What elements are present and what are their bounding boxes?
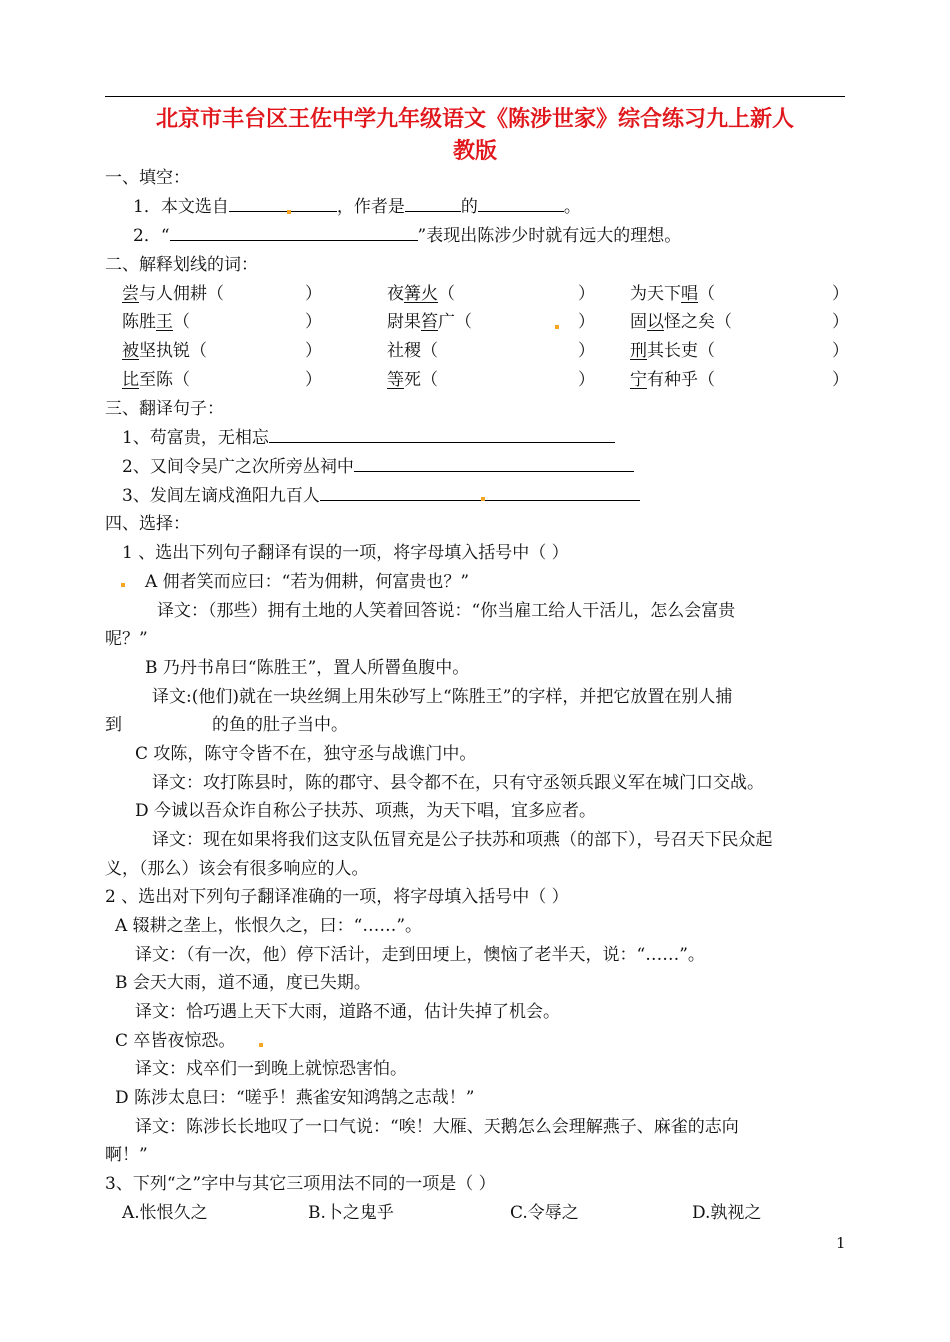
translate-item-2: 2、又间令吴广之次所旁丛祠中	[122, 455, 634, 479]
word-item	[630, 339, 715, 363]
q3-option-c: C.令辱之	[510, 1203, 579, 1223]
underlined-word: 篝火	[404, 284, 438, 304]
word-text: 有种乎（	[647, 370, 715, 390]
word-text: 至陈（	[139, 370, 190, 390]
word-item	[630, 282, 715, 306]
q1-option-b-translation-cont2: 的鱼的肚子当中。	[212, 715, 348, 735]
q1-option-a: A 佣者笑而应曰：“若为佣耕，何富贵也？”	[145, 572, 470, 592]
scan-mark	[481, 497, 485, 501]
scan-mark	[259, 1043, 263, 1047]
q1-option-b-translation-cont: 到	[105, 715, 122, 735]
page-title: 北京市丰台区王佐中学九年级语文《陈涉世家》综合练习九上新人	[155, 107, 794, 132]
answer-line[interactable]	[320, 484, 640, 501]
answer-paren-close: ）	[578, 312, 595, 332]
word-text: 死（	[404, 370, 438, 390]
underlined-word: 尝	[122, 284, 139, 304]
answer-blank[interactable]	[478, 195, 564, 212]
header-rule	[105, 96, 845, 97]
word-item	[122, 310, 190, 334]
answer-blank[interactable]	[405, 195, 461, 212]
answer-line[interactable]	[269, 426, 615, 443]
section-1-heading: 一、填空：	[105, 168, 190, 188]
underlined-word: 笞	[421, 312, 438, 332]
word-item	[122, 339, 207, 363]
scan-mark	[287, 210, 291, 214]
word-text: 与人佣耕（	[139, 284, 224, 304]
q1-option-c-translation: 译文：攻打陈县时，陈的郡守、县令都不在，只有守丞领兵跟义军在城门口交战。	[152, 773, 764, 793]
word-text: 坚执锐（	[139, 341, 207, 361]
underlined-word: 比	[122, 370, 139, 390]
q1-option-d-translation-cont: 义，（那么）该会有很多响应的人。	[105, 859, 369, 879]
answer-paren-close: ）	[305, 341, 322, 361]
answer-blank[interactable]	[229, 195, 337, 212]
q3-option-d: D.孰视之	[692, 1203, 762, 1223]
translate-item-3: 3、发闾左谪戍渔阳九百人	[122, 484, 640, 508]
underlined-word: 以	[647, 312, 664, 332]
word-text: 陈胜	[122, 312, 156, 332]
q2-option-d-translation-cont: 啊！”	[105, 1145, 148, 1165]
word-item	[387, 282, 455, 306]
word-text: 其长吏（	[647, 341, 715, 361]
q1-option-a-translation: 译文：（那些）拥有土地的人笑着回答说：“你当雇工给人干活儿，怎么会富贵	[157, 601, 736, 621]
choice-question-2: 2 、选出对下列句子翻译准确的一项，将字母填入括号中（ ）	[105, 887, 569, 907]
page-title-continued: 教版	[452, 139, 497, 164]
q1-option-b-translation: 译文:(他们)就在一块丝绸上用朱砂写上“陈胜王”的字样，并把它放置在别人捕	[152, 687, 733, 707]
q3-option-a: A.怅恨久之	[122, 1203, 208, 1223]
fill-question-1: 1．本文选自 ，作者是 的 。	[133, 197, 581, 217]
word-text: 社稷（	[387, 341, 438, 361]
answer-paren-close: ）	[305, 370, 322, 390]
q1-option-a-translation-cont: 呢？”	[105, 629, 148, 649]
underlined-word: 王	[156, 312, 173, 332]
word-item	[122, 368, 190, 392]
word-text: 夜	[387, 284, 404, 304]
answer-paren-close: ）	[832, 284, 849, 304]
word-item	[387, 310, 472, 334]
word-text: 固	[630, 312, 647, 332]
q3-option-b: B.卜之鬼乎	[308, 1203, 394, 1223]
word-text: 广（	[438, 312, 472, 332]
answer-paren-close: ）	[832, 370, 849, 390]
answer-paren-close: ）	[578, 341, 595, 361]
q2-option-b: B 会天大雨，道不通，度已失期。	[115, 973, 371, 993]
answer-paren-close: ）	[832, 341, 849, 361]
answer-paren-close: ）	[578, 284, 595, 304]
underlined-word: 被	[122, 341, 139, 361]
section-3-heading: 三、翻译句子：	[105, 399, 224, 419]
answer-blank[interactable]	[170, 224, 418, 241]
q2-option-d-translation: 译文：陈涉长长地叹了一口气说：“唉！大雁、天鹅怎么会理解燕子、麻雀的志向	[135, 1117, 739, 1137]
page-number: 1	[836, 1234, 846, 1252]
answer-paren-close: ）	[305, 284, 322, 304]
q1-option-c: C 攻陈，陈守令皆不在，独守丞与战谯门中。	[135, 744, 477, 764]
answer-paren-close: ）	[578, 370, 595, 390]
fill-question-2: 2．“ ”表现出陈涉少时就有远大的理想。	[133, 226, 682, 246]
q2-option-d: D 陈涉太息曰：“嗟乎！燕雀安知鸿鹄之志哉！”	[115, 1088, 475, 1108]
underlined-word: 刑	[630, 341, 647, 361]
word-item	[630, 368, 715, 392]
word-item	[387, 339, 438, 363]
q2-option-a-translation: 译文：（有一次，他）停下活计，走到田埂上，懊恼了老半天，说：“……”。	[135, 945, 705, 965]
word-item	[630, 310, 732, 334]
underlined-word: 唱	[681, 284, 698, 304]
q1-option-b: B 乃丹书帛曰“陈胜王”，置人所罾鱼腹中。	[145, 658, 470, 678]
word-text: 尉果	[387, 312, 421, 332]
word-text: （	[698, 284, 715, 304]
word-item	[387, 368, 438, 392]
translate-item-1: 1、苟富贵，无相忘	[122, 426, 615, 450]
word-text: （	[438, 284, 455, 304]
scan-mark	[121, 583, 125, 587]
answer-paren-close: ）	[305, 312, 322, 332]
underlined-word: 等	[387, 370, 404, 390]
choice-question-3: 3、下列“之”字中与其它三项用法不同的一项是（ ）	[105, 1174, 496, 1194]
word-text: 怪之矣（	[664, 312, 732, 332]
answer-line[interactable]	[354, 455, 634, 472]
scan-mark	[555, 325, 559, 329]
q1-option-d-translation: 译文：现在如果将我们这支队伍冒充是公子扶苏和项燕（的部下），号召天下民众起	[152, 830, 773, 850]
word-item	[122, 282, 224, 306]
q2-option-c: C 卒皆夜惊恐。	[115, 1031, 236, 1051]
choice-question-1: 1 、选出下列句子翻译有误的一项，将字母填入括号中（ ）	[122, 543, 569, 563]
word-text: （	[173, 312, 190, 332]
q2-option-b-translation: 译文：恰巧遇上天下大雨，道路不通，估计失掉了机会。	[135, 1002, 560, 1022]
q2-option-c-translation: 译文：戍卒们一到晚上就惊恐害怕。	[135, 1059, 407, 1079]
q2-option-a: A 辍耕之垄上，怅恨久之，曰：“……”。	[115, 916, 423, 936]
section-4-heading: 四、选择：	[105, 514, 190, 534]
q1-option-d: D 今诚以吾众诈自称公子扶苏、项燕，为天下唱，宜多应者。	[135, 801, 597, 821]
section-2-heading: 二、解释划线的词：	[105, 255, 258, 275]
answer-paren-close: ）	[832, 312, 849, 332]
underlined-word: 宁	[630, 370, 647, 390]
word-text: 为天下	[630, 284, 681, 304]
